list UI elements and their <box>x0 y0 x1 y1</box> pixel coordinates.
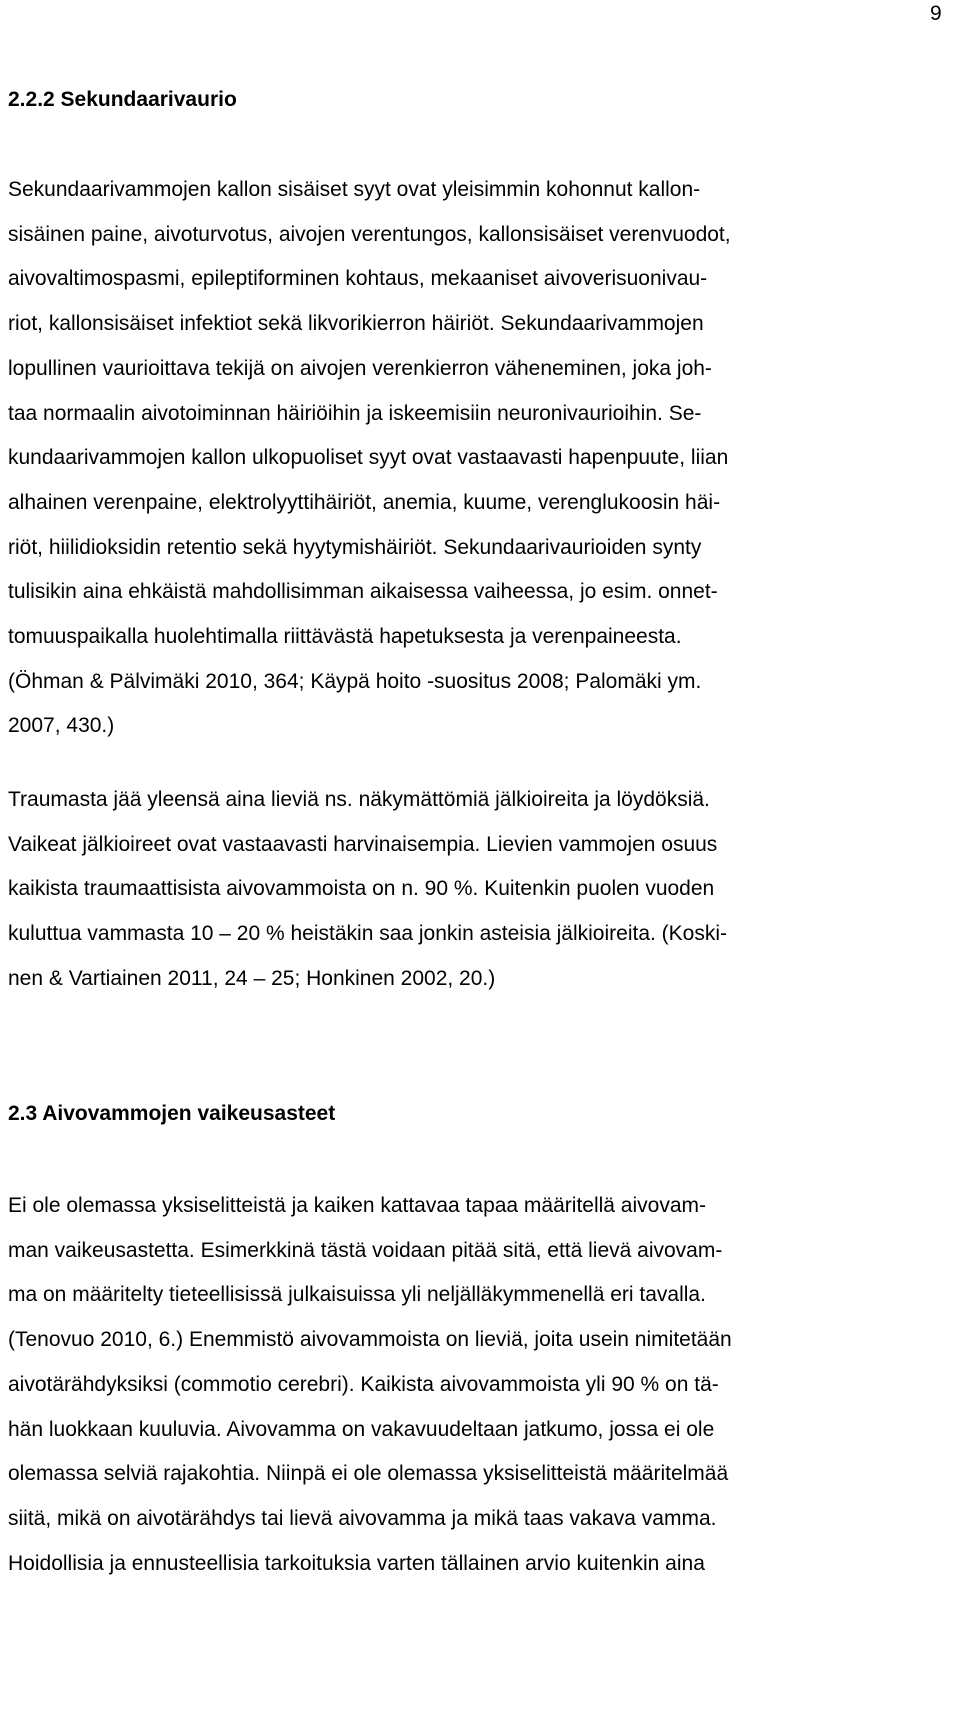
text-line: ma on määritelty tieteellisissä julkaisuissa yli neljälläkymmenellä eri tavalla. <box>8 1283 706 1307</box>
text-line: sisäinen paine, aivoturvotus, aivojen verentungos, kallonsisäiset verenvuodot, <box>8 222 731 246</box>
text-line: 2007, 430.) <box>8 714 115 738</box>
text-line: riot, kallonsisäiset infektiot sekä likvorikierron häiriöt. Sekundaarivammojen <box>8 312 704 336</box>
paragraph-sekundaarivammojen-syyt <box>8 168 948 749</box>
text-line: Hoidollisia ja ennusteellisia tarkoituksia varten tällainen arvio kuitenkin aina <box>8 1551 705 1575</box>
text-line: olemassa selviä rajakohtia. Niinpä ei ole olemassa yksiselitteistä määritelmää <box>8 1462 729 1486</box>
text-line: man vaikeusastetta. Esimerkkinä tästä voidaan pitää sitä, että lievä aivovam- <box>8 1238 723 1262</box>
text-line: Sekundaarivammojen kallon sisäiset syyt ovat yleisimmin kohonnut kallon- <box>8 178 701 201</box>
section-heading-vaikeusasteet: 2.3 Aivovammojen vaikeusasteet <box>8 1102 336 1125</box>
text-line: riöt, hiilidioksidin retentio sekä hyytymishäiriöt. Sekundaarivaurioiden synty <box>8 535 702 559</box>
paragraph-jalkioireet <box>8 778 948 1002</box>
page-number: 9 <box>930 2 942 25</box>
text-line: Ei ole olemassa yksiselitteistä ja kaiken kattavaa tapaa määritellä aivovam- <box>8 1194 706 1217</box>
text-line: alhainen verenpaine, elektrolyyttihäiriöt, anemia, kuume, verenglukoosin häi- <box>8 490 721 514</box>
text-line: Traumasta jää yleensä aina lieviä ns. näkymättömiä jälkioireita ja löydöksiä. <box>8 788 710 811</box>
text-line: aivotärähdyksiksi (commotio cerebri). Kaikista aivovammoista yli 90 % on tä- <box>8 1372 719 1396</box>
text-line: Vaikeat jälkioireet ovat vastaavasti harvinaisempia. Lievien vammojen osuus <box>8 832 718 856</box>
text-line: kundaarivammojen kallon ulkopuoliset syyt ovat vastaavasti hapenpuute, liian <box>8 446 729 470</box>
section-heading-sekundaarivaurio: 2.2.2 Sekundaarivaurio <box>8 88 237 111</box>
text-line: tomuuspaikalla huolehtimalla riittävästä hapetuksesta ja verenpaineesta. <box>8 625 682 649</box>
text-line: tulisikin aina ehkäistä mahdollisimman aikaisessa vaiheessa, jo esim. onnet- <box>8 580 718 604</box>
text-line: nen & Vartiainen 2011, 24 – 25; Honkinen 2002, 20.) <box>8 966 496 990</box>
text-line: (Öhman & Pälvimäki 2010, 364; Käypä hoito -suositus 2008; Palomäki ym. <box>8 669 702 693</box>
paragraph-vaikeusaste-maaritelma <box>8 1184 948 1586</box>
text-line: (Tenovuo 2010, 6.) Enemmistö aivovammoista on lieviä, joita usein nimitetään <box>8 1328 732 1352</box>
text-line: aivovaltimospasmi, epileptiforminen kohtaus, mekaaniset aivoverisuonivau- <box>8 267 708 291</box>
text-line: kaikista traumaattisista aivovammoista on n. 90 %. Kuitenkin puolen vuoden <box>8 877 715 901</box>
text-line: taa normaalin aivotoiminnan häiriöihin ja iskeemisiin neuronivaurioihin. Se- <box>8 401 702 425</box>
text-line: lopullinen vaurioittava tekijä on aivojen verenkierron väheneminen, joka joh- <box>8 356 712 380</box>
text-line: kuluttua vammasta 10 – 20 % heistäkin saa jonkin asteisia jälkioireita. (Koski- <box>8 922 728 946</box>
text-line: siitä, mikä on aivotärähdys tai lievä aivovamma ja mikä taas vakava vamma. <box>8 1506 717 1530</box>
text-line: hän luokkaan kuuluvia. Aivovamma on vakavuudeltaan jatkumo, jossa ei ole <box>8 1417 715 1441</box>
